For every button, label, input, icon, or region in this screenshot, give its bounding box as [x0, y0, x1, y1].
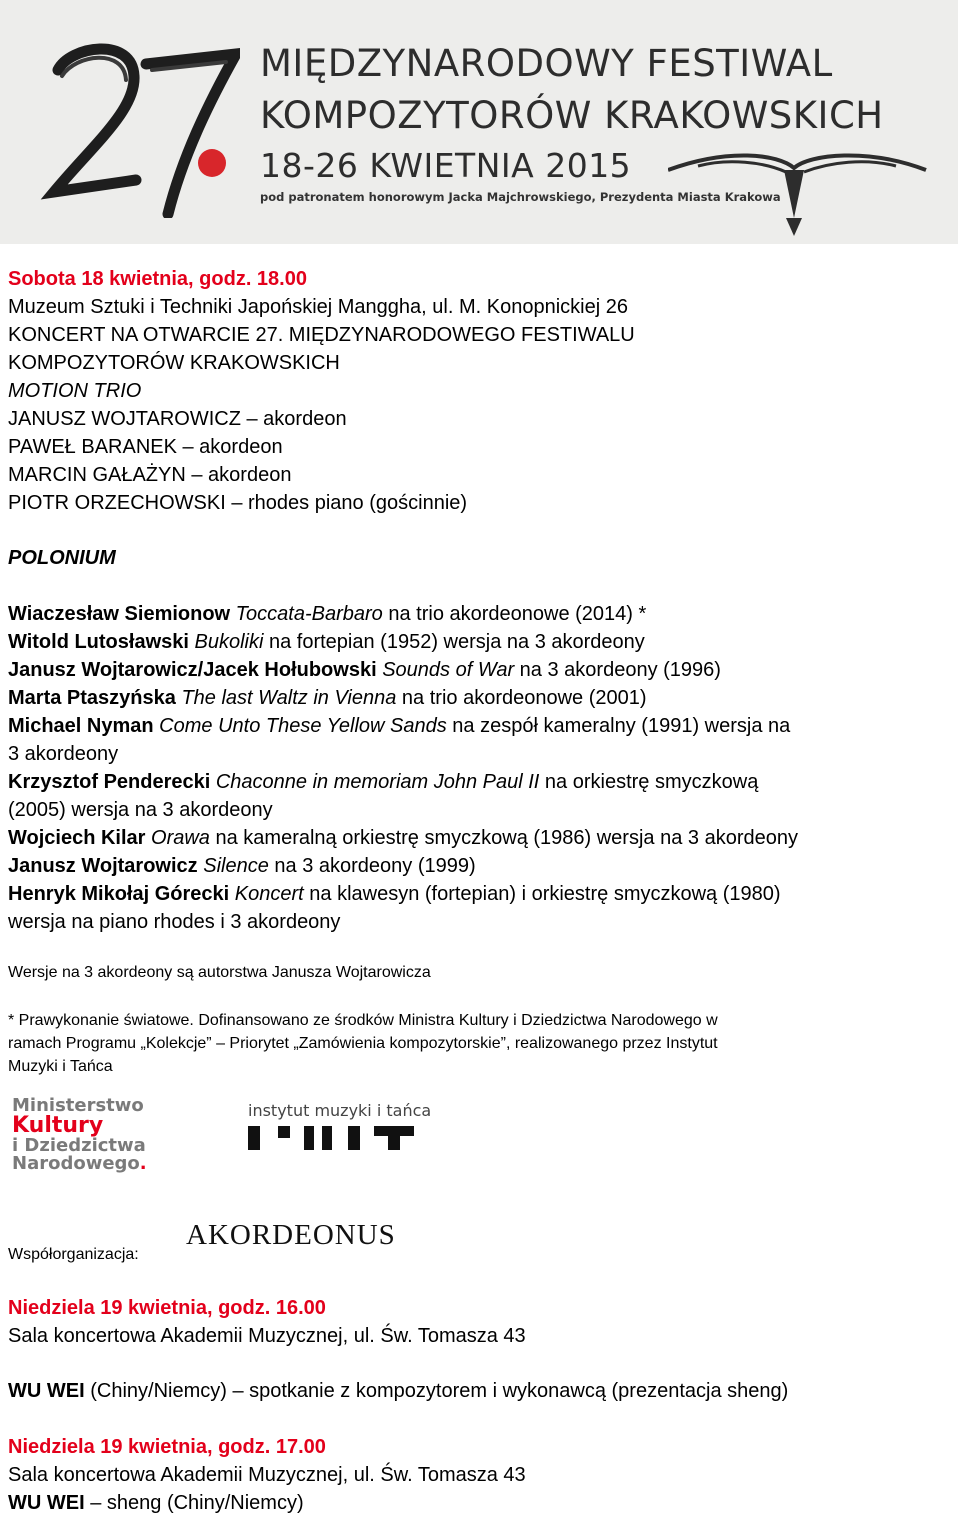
footnote-line: ramach Programu „Kolekcje” – Priorytet „Zamówienia kompozytorskie”, realizowanego przez Instytut — [8, 1035, 718, 1052]
festival-number-27 — [40, 18, 240, 218]
program-item-continuation: 3 akordeony — [8, 743, 119, 765]
event3-description — [8, 1492, 304, 1515]
event2-date: Niedziela 19 kwietnia, godz. 16.00 — [8, 1297, 326, 1319]
work-title: Come Unto These Yellow Sands — [159, 715, 447, 737]
composer-name: Michael Nyman — [8, 715, 154, 737]
banner-title-line1: MIĘDZYNARODOWY FESTIWAL — [260, 42, 833, 85]
event2-venue: Sala koncertowa Akademii Muzycznej, ul. Św. Tomasza 43 — [8, 1325, 526, 1347]
banner-patronage: pod patronatem honorowym Jacka Majchrowskiego, Prezydenta Miasta Krakowa — [260, 190, 781, 204]
work-title: Koncert — [234, 883, 304, 905]
versions-note: Wersje na 3 akordeony są autorstwa Janusza Wojtarowicza — [8, 964, 431, 981]
event1-title-line1: KONCERT NA OTWARCIE 27. MIĘDZYNARODOWEGO FESTIWALU — [8, 324, 635, 346]
ministry-logo-line: Narodowego — [12, 1153, 140, 1174]
program-item — [8, 715, 790, 738]
work-title: Sounds of War — [382, 659, 515, 681]
program-item — [8, 771, 758, 794]
program-item — [8, 631, 645, 654]
work-details: na klawesyn (fortepian) i orkiestrę smyczkową (1980) — [303, 883, 781, 905]
performer-name: WU WEI — [8, 1380, 85, 1402]
ministry-logo-line: Kultury — [12, 1113, 104, 1138]
work-details: na trio akordeonowe (2014) * — [382, 603, 647, 625]
program-item — [8, 827, 798, 850]
event-details: – sheng (Chiny/Niemcy) — [84, 1492, 304, 1514]
work-details: na 3 akordeony (1996) — [514, 659, 721, 681]
ministry-logo: Ministerstwo Kultury i Dziedzictwa Narodowego. — [12, 1095, 147, 1174]
work-details: na trio akordeonowe (2001) — [396, 687, 647, 709]
composer-name: Krzysztof Penderecki — [8, 771, 211, 793]
work-details: na zespół kameralny (1991) wersja na — [446, 715, 791, 737]
akordeonus-logo: AKORDEONUS — [186, 1219, 396, 1251]
composer-name: Wiaczesław Siemionow — [8, 603, 231, 625]
composer-name: Marta Ptaszyńska — [8, 687, 176, 709]
festival-banner — [0, 0, 958, 244]
program-item — [8, 659, 721, 682]
event3-date: Niedziela 19 kwietnia, godz. 17.00 — [8, 1436, 326, 1458]
institute-logo-text: instytut muzyki i tańca — [248, 1101, 432, 1120]
footnote-line: Muzyki i Tańca — [8, 1058, 113, 1075]
banner-title-line2: KOMPOZYTORÓW KRAKOWSKICH — [260, 94, 884, 137]
work-details: na 3 akordeony (1999) — [268, 855, 476, 877]
work-title: Silence — [203, 855, 269, 877]
program-title: POLONIUM — [8, 547, 116, 569]
event1-date: Sobota 18 kwietnia, godz. 18.00 — [8, 268, 307, 290]
institute-logo-icon — [248, 1126, 418, 1154]
work-title: The last Waltz in Vienna — [181, 687, 397, 709]
work-title: Toccata-Barbaro — [235, 603, 383, 625]
performer-line: PIOTR ORZECHOWSKI – rhodes piano (gościnnie) — [8, 492, 468, 514]
event1-title-line2: KOMPOZYTORÓW KRAKOWSKICH — [8, 352, 340, 374]
composer-name: Janusz Wojtarowicz/Jacek Hołubowski — [8, 659, 377, 681]
program-item-continuation: wersja na piano rhodes i 3 akordeony — [8, 911, 341, 933]
program-item — [8, 855, 476, 878]
work-details: na fortepian (1952) wersja na 3 akordeony — [263, 631, 645, 653]
composer-name: Wojciech Kilar — [8, 827, 146, 849]
coorganization-label: Współorganizacja: — [8, 1246, 139, 1263]
bird-icon — [668, 148, 928, 238]
work-details: na orkiestrę smyczkową — [539, 771, 759, 793]
performer-line: JANUSZ WOJTAROWICZ – akordeon — [8, 408, 347, 430]
composer-name: Janusz Wojtarowicz — [8, 855, 198, 877]
performer-line: PAWEŁ BARANEK – akordeon — [8, 436, 283, 458]
footnote-line: * Prawykonanie światowe. Dofinansowano ze środków Ministra Kultury i Dziedzictwa Narodowego w — [8, 1012, 718, 1029]
banner-dates: 18-26 KWIETNIA 2015 — [260, 146, 632, 185]
event1-ensemble: MOTION TRIO — [8, 380, 142, 402]
program-item — [8, 687, 647, 710]
program-item-continuation: (2005) wersja na 3 akordeony — [8, 799, 273, 821]
composer-name: Henryk Mikołaj Górecki — [8, 883, 230, 905]
composer-name: Witold Lutosławski — [8, 631, 189, 653]
program-item — [8, 603, 646, 626]
work-title: Bukoliki — [194, 631, 264, 653]
performer-line: MARCIN GAŁAŻYN – akordeon — [8, 464, 292, 486]
event2-description — [8, 1380, 788, 1403]
work-title: Chaconne in memoriam John Paul II — [215, 771, 540, 793]
program-item — [8, 883, 781, 906]
work-title: Orawa — [151, 827, 210, 849]
event-details: (Chiny/Niemcy) – spotkanie z kompozytorem i wykonawcą (prezentacja sheng) — [84, 1380, 789, 1402]
work-details: na kameralną orkiestrę smyczkową (1986) wersja na 3 akordeony — [209, 827, 798, 849]
ministry-logo-line: Ministerstwo — [12, 1095, 144, 1116]
ministry-logo-line: i Dziedzictwa — [12, 1135, 146, 1156]
event3-venue: Sala koncertowa Akademii Muzycznej, ul. Św. Tomasza 43 — [8, 1464, 526, 1486]
event1-venue: Muzeum Sztuki i Techniki Japońskiej Manggha, ul. M. Konopnickiej 26 — [8, 296, 628, 318]
performer-name: WU WEI — [8, 1492, 85, 1514]
